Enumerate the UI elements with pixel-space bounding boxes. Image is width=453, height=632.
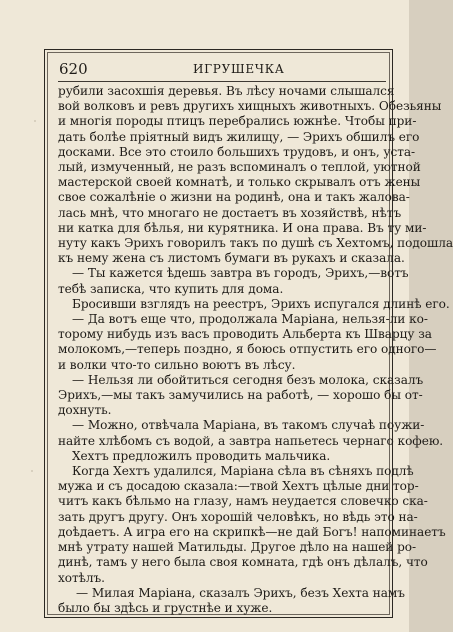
text-line-32: динѣ, тамъ у него была своя комната, гдѣ онъ дѣлалъ, что <box>58 555 428 570</box>
text-line-33: хотѣлъ. <box>58 570 105 585</box>
text-line-9: лась мнѣ, что многаго не достаетъ въ хозяйствѣ, нѣтъ <box>58 205 402 220</box>
header-divider <box>58 81 386 82</box>
text-line-16: — Да вотъ еще что, продолжала Марiана, нельзя-ли ко- <box>72 312 428 327</box>
text-line-15: Бросивши взглядъ на реестръ, Эрихъ испугался длинѣ его. <box>72 296 450 311</box>
text-line-10: ни катка для бѣлья, ни курятника. И она права. Въ ту ми- <box>58 220 427 235</box>
text-line-25: Хехтъ предложилъ проводить мальчика. <box>72 448 331 463</box>
paper-speck <box>31 470 33 472</box>
text-line-11: нуту какъ Эрихъ говорилъ такъ по душѣ съ Хехтомъ, подошла <box>58 236 453 251</box>
text-line-1: рубили засохшiя деревья. Въ лѣсу ночами слышался <box>58 84 395 98</box>
text-line-14: тебѣ записка, что купить для дома. <box>58 281 284 296</box>
paper-speck <box>372 590 374 592</box>
text-line-27: мужа и съ досадою сказала:—твой Хехтъ цѣлые дни тор- <box>58 479 419 494</box>
text-line-3: и многiя породы птицъ перебрались южнѣе. Чтобы при- <box>58 114 417 129</box>
text-line-4: дать болѣе прiятный видъ жилищу, — Эрихъ обшилъ его <box>58 129 420 144</box>
text-line-5: досками. Все это стоило большихъ трудовъ, и онъ, уста- <box>58 144 416 159</box>
paper-speck <box>380 210 382 212</box>
body-text <box>58 84 453 616</box>
text-line-2: вой волковъ и ревъ другихъ хищныхъ животныхъ. Обезьяны <box>58 99 442 114</box>
text-line-22: дохнуть. <box>58 403 112 418</box>
text-line-18: молокомъ,—теперь поздно, я боюсь отпустить его одного— <box>58 342 437 357</box>
page-header <box>58 60 386 80</box>
text-line-20: — Нельзя ли обойтиться сегодня безъ молока, сказалъ <box>72 372 424 387</box>
running-title: ИГРУШЕЧКА <box>193 62 285 76</box>
text-line-8: свое сожалѣнiе о жизни на родинѣ, она и такъ жалова- <box>58 190 410 205</box>
text-line-35: было бы здѣсь и грустнѣе и хуже. <box>58 600 273 615</box>
text-line-12: къ нему жена съ листомъ бумаги въ рукахъ и сказала. <box>58 251 405 266</box>
text-line-31: мнѣ утрату нашей Матильды. Другое дѣло на нашей ро- <box>58 540 417 555</box>
text-line-17: торому нибудь изъ васъ проводить Альберта къ Шварцу за <box>58 327 432 342</box>
page-number: 620 <box>59 60 88 78</box>
paper-speck <box>34 120 36 122</box>
text-line-6: лый, измученный, не разъ вспоминалъ о теплой, уютной <box>58 160 421 175</box>
text-line-34: — Милая Марiана, сказалъ Эрихъ, безъ Хехта намъ <box>76 585 405 600</box>
text-line-28: читъ какъ бѣльмо на глазу, намъ неудается словечко ска- <box>58 494 428 509</box>
text-line-26: Когда Хехтъ удалился, Марiана сѣла въ сѣняхъ подлѣ <box>72 464 414 479</box>
text-line-13: — Ты кажется ѣдешь завтра въ городъ, Эрихъ,—вотъ <box>72 266 409 281</box>
text-line-29: зать другъ другу. Онъ хорошiй человѣкъ, но вѣдь это на- <box>58 509 418 524</box>
text-line-7: мастерской своей комнатѣ, и только скрывалъ отъ жены <box>58 175 421 190</box>
text-line-21: Эрихъ,—мы такъ замучились на работѣ, — хорошо бы от- <box>58 388 423 403</box>
text-line-24: найте хлѣбомъ съ водой, а завтра напьетесь чернаго кофею. <box>58 433 444 448</box>
text-line-19: и волки что-то сильно воютъ въ лѣсу. <box>58 357 296 372</box>
text-line-30: доѣдаетъ. А игра его на скрипкѣ—не дай Богъ! напоминаетъ <box>58 524 446 539</box>
text-line-23: — Можно, отвѣчала Марiана, въ такомъ случаѣ поужи- <box>72 418 425 433</box>
